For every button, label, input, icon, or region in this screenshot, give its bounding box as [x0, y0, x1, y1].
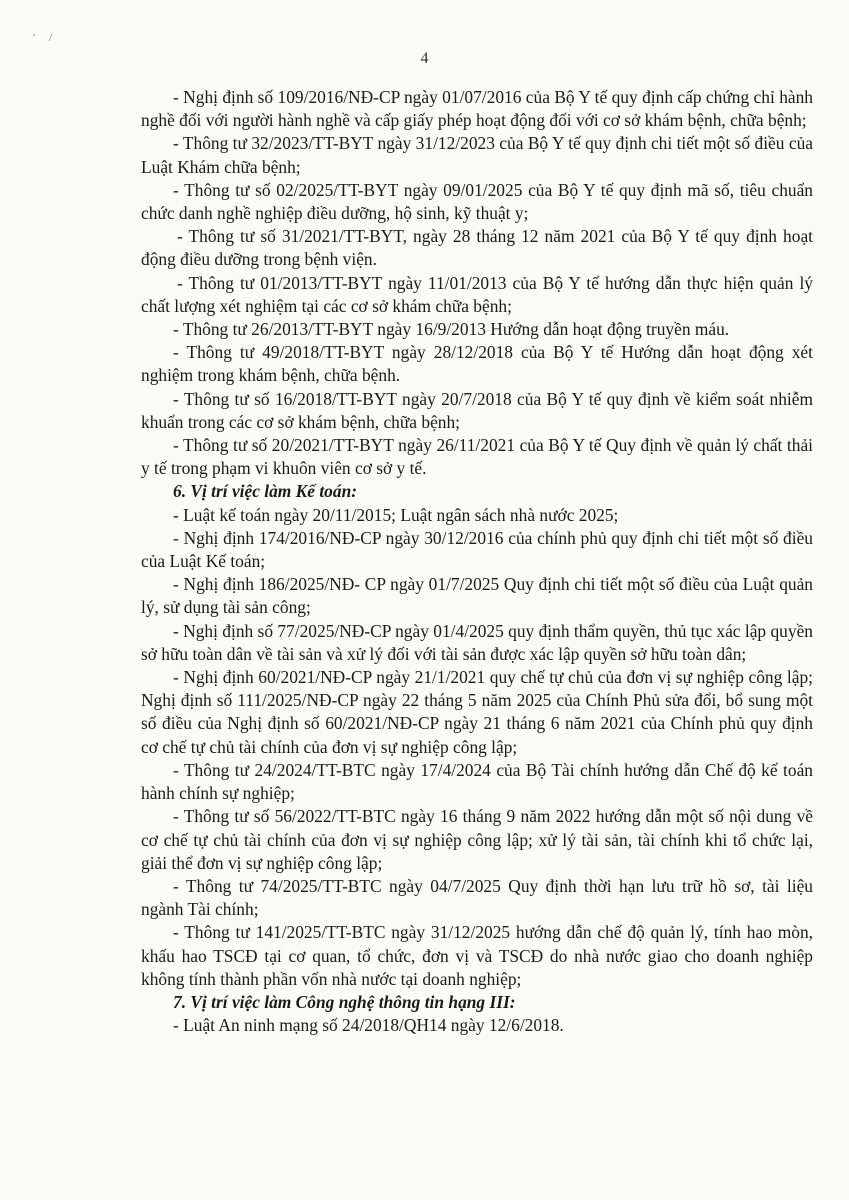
paragraph: - Nghị định số 109/2016/NĐ-CP ngày 01/07/2016 của Bộ Y tế quy định cấp chứng chỉ hành nghề đối với người hành nghề và cấp giấy phép hoạt động đối với cơ sở khám bệnh, chữa bệnh; [141, 87, 813, 131]
paragraph: - Thông tư số 31/2021/TT-BYT, ngày 28 tháng 12 năm 2021 của Bộ Y tế quy định hoạt động điều dưỡng trong bệnh viện. [141, 226, 813, 270]
paragraph: - Thông tư số 16/2018/TT-BYT ngày 20/7/2018 của Bộ Y tế quy định về kiểm soát nhiễm khuẩn trong các cơ sở khám bệnh, chữa bệnh; [141, 388, 813, 432]
paragraph: - Thông tư 49/2018/TT-BYT ngày 28/12/2018 của Bộ Y tế Hướng dẫn hoạt động xét nghiệm trong khám bệnh, chữa bệnh. [141, 342, 813, 386]
paragraph: - Luật An ninh mạng số 24/2018/QH14 ngày 12/6/2018. [173, 1015, 564, 1036]
paragraph: - Thông tư 32/2023/TT-BYT ngày 31/12/2023 của Bộ Y tế quy định chi tiết một số điều của Luật Khám chữa bệnh; [141, 133, 813, 177]
page-number: 4 [420, 50, 429, 67]
paragraph: - Nghị định 174/2016/NĐ-CP ngày 30/12/2016 của chính phủ quy định chi tiết một số điều của Luật Kế toán; [141, 527, 813, 572]
margin-mark: ' [33, 32, 49, 44]
section-heading: 7. Vị trí việc làm Công nghệ thông tin hạng III: [173, 991, 516, 1012]
paragraph: - Thông tư số 56/2022/TT-BTC ngày 16 tháng 9 năm 2022 hướng dẫn một số nội dung về cơ chế tự chủ tài chính của đơn vị sự nghiệp công lập; xử lý tài sản, tài chính khi tổ chức lại, giải thể đơn vị sự nghiệp công lập; [141, 806, 813, 873]
margin-mark: / [48, 32, 67, 44]
paragraph: - Thông tư 01/2013/TT-BYT ngày 11/01/2013 của Bộ Y tế hướng dẫn thực hiện quản lý chất lượng xét nghiệm tại các cơ sở khám chữa bệnh; [141, 272, 813, 316]
document-body [141, 86, 813, 1037]
paragraph: - Nghị định 186/2025/NĐ- CP ngày 01/7/2025 Quy định chi tiết một số điều của Luật quản lý, sử dụng tài sản công; [141, 574, 813, 618]
margin-marks [33, 32, 66, 44]
section-heading: 6. Vị trí việc làm Kế toán: [173, 481, 358, 502]
paragraph: - Thông tư 26/2013/TT-BYT ngày 16/9/2013 Hướng dẫn hoạt động truyền máu. [173, 319, 730, 340]
paragraph: - Thông tư số 20/2021/TT-BYT ngày 26/11/2021 của Bộ Y tế Quy định về quản lý chất thải y tế trong phạm vi khuôn viên cơ sở y tế. [141, 435, 813, 479]
paragraph: - Thông tư 24/2024/TT-BTC ngày 17/4/2024 của Bộ Tài chính hướng dẫn Chế độ kế toán hành chính sự nghiệp; [141, 759, 813, 804]
paragraph: - Thông tư số 02/2025/TT-BYT ngày 09/01/2025 của Bộ Y tế quy định mã số, tiêu chuẩn chức danh nghề nghiệp điều dưỡng, hộ sinh, kỹ thuật y; [141, 179, 813, 224]
paragraph: - Thông tư 141/2025/TT-BTC ngày 31/12/2025 hướng dẫn chế độ quản lý, tính hao mòn, khấu hao TSCĐ tại cơ quan, tổ chức, đơn vị và TSCĐ do nhà nước giao cho doanh nghiệp không tính thành phần vốn nhà nước tại doanh nghiệp; [141, 922, 813, 989]
paragraph: - Luật kế toán ngày 20/11/2015; Luật ngân sách nhà nước 2025; [173, 504, 619, 525]
paragraph: - Nghị định 60/2021/NĐ-CP ngày 21/1/2021 quy chế tự chủ của đơn vị sự nghiệp công lập; Nghị định số 111/2025/NĐ-CP ngày 22 tháng 5 năm 2025 của Chính Phủ sửa đổi, bổ sung một số điều của Nghị định số 60/2021/NĐ-CP ngày 21 tháng 6 năm 2021 của Chính phủ quy định cơ chế tự chủ tài chính của đơn vị sự nghiệp công lập; [141, 667, 813, 757]
paragraph: - Thông tư 74/2025/TT-BTC ngày 04/7/2025 Quy định thời hạn lưu trữ hồ sơ, tài liệu ngành Tài chính; [141, 875, 813, 920]
paragraph: - Nghị định số 77/2025/NĐ-CP ngày 01/4/2025 quy định thẩm quyền, thủ tục xác lập quyền sở hữu toàn dân về tài sản và xử lý đối với tài sản được xác lập quyền sở hữu toàn dân; [141, 620, 813, 664]
